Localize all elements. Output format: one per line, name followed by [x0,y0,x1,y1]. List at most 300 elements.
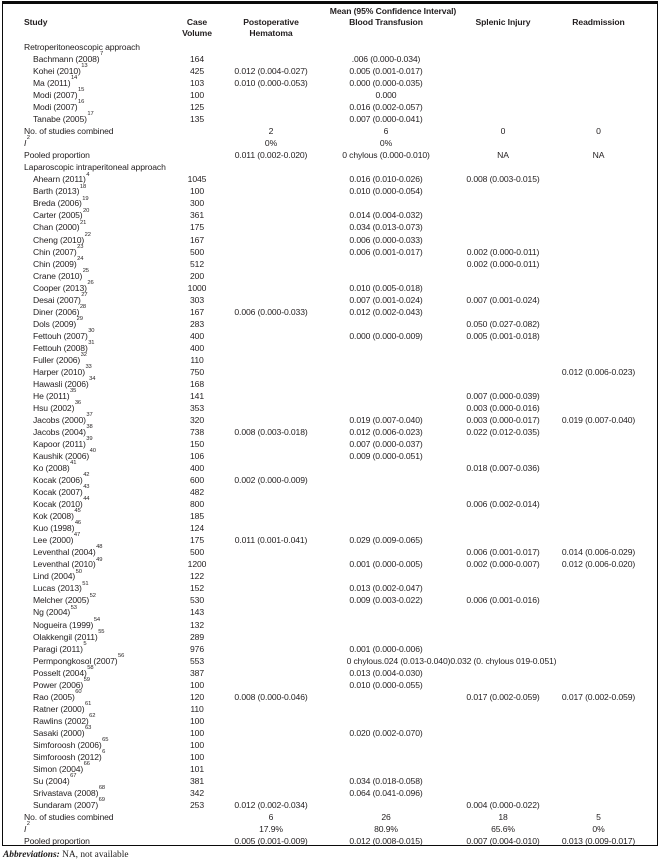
summary-row [3,125,657,137]
row-label: Pooled proportion [24,150,90,161]
readmission-cell: 0.012 (0.006-0.020) [561,559,636,570]
postoperative-hematoma-cell: 0.002 (0.000-0.009) [234,475,308,486]
study-name: Barth $(2013)^{18}$ [33,183,87,197]
reference-superscript: 67 [70,773,77,780]
reference-superscript: 45 [74,508,81,515]
study-cell [3,65,158,77]
reference-superscript: 2 [26,821,30,828]
case-volume-cell: 320 [190,414,204,425]
reference-superscript: 48 [96,544,103,551]
table-row [3,582,657,594]
study-name: Kok $(2008)^{45}$ [33,508,81,522]
reference-superscript: 62 [89,712,96,719]
table-row [3,462,657,474]
reference-superscript: 25 [82,267,89,274]
case-volume-cell: 482 [190,487,204,498]
reference-superscript: 28 [79,303,87,310]
case-volume-cell: 122 [190,571,204,582]
column-header-postoperative-hematoma [236,17,306,38]
study-cell [3,113,158,125]
column-header-case-volume-line1: Case [186,17,208,27]
reference-superscript: 40 [89,448,96,455]
column-header-splenic-injury [466,17,540,38]
splenic-injury-cell: 65.6% [491,824,515,835]
study-cell [3,486,158,498]
case-volume-cell: 168 [190,378,204,389]
table-row [3,267,657,282]
blood-transfusion-cell: 0.013 (0.002-0.047) [349,583,423,594]
study-name: Jacobs $(2000)^{37}$ [33,412,93,425]
reference-superscript: 66 [83,761,90,768]
reference-superscript: 65 [102,736,109,743]
reference-superscript: 7 [100,51,104,58]
study-cell [3,823,158,835]
table-row [3,751,657,763]
row-label: No. of studies combined [24,812,114,823]
splenic-injury-cell: 0.003 (0.000-0.017) [466,414,540,425]
reference-superscript: 14 [70,75,78,82]
table-row [3,315,657,330]
reference-superscript: 69 [98,797,105,804]
study-name: Hsu $(2002)^{36}$ [33,400,82,413]
reference-superscript: 46 [74,520,82,527]
row-label: $I^2$ [24,135,30,149]
case-volume-cell: 553 [190,655,204,666]
reference-superscript: 23 [77,243,84,250]
study-name: Simforoosh $(2006)^{65}$ [33,736,109,750]
summary-row [3,823,657,835]
blood-transfusion-cell: 0.034 (0.018-0.058) [349,775,423,786]
table-row [3,628,657,643]
splenic-injury-cell: 0.004 (0.000-0.022) [466,799,540,810]
blood-transfusion-cell: 0.010 (0.005-0.018) [349,282,423,293]
table-row [3,606,657,618]
case-volume-cell: 738 [190,427,204,438]
blood-transfusion-cell: 0.019 (0.007-0.040) [349,414,423,425]
table-row [3,712,657,727]
study-name: Rawlins $(2002)^{62}$ [33,712,96,726]
study-cell [3,546,158,558]
study-name: Ratner $(2000)^{61}$ [33,700,92,714]
table-row [3,327,657,342]
case-volume-cell: 100 [190,739,204,750]
study-name: Permpongkosol $(2007)^{56}$ [33,652,125,666]
readmission-cell: 5 [596,812,601,823]
splenic-injury-cell: NA [497,150,509,161]
case-volume-cell: 141 [190,390,204,401]
case-volume-cell: 100 [190,186,204,197]
reference-superscript: 21 [79,219,87,226]
case-volume-cell: 500 [190,246,204,257]
postoperative-hematoma-cell: 0.012 (0.004-0.027) [234,66,308,77]
splenic-injury-cell: 0.050 (0.027-0.082) [466,318,540,329]
column-header-study-label: Study [24,17,48,27]
study-name: Posselt $(2004)^{58}$ [33,664,94,678]
reference-superscript: 15 [78,87,85,94]
study-name: Simon $(2004)^{66}$ [33,761,90,774]
table-row [3,65,657,77]
study-name: Srivastava $(2008)^{68}$ [33,785,106,798]
case-volume-cell: 120 [190,691,204,702]
reference-superscript: 41 [70,460,77,467]
splenic-injury-cell: 0.003 (0.000-0.016) [466,402,540,413]
table-row [3,303,657,318]
study-name: Dols $(2009)^{29}$ [33,315,83,329]
postoperative-hematoma-cell: 0.011 (0.002-0.020) [234,150,308,161]
table-row [3,209,657,221]
splenic-injury-cell: 0.017 (0.002-0.059) [466,691,540,702]
reference-superscript: 60 [75,688,82,695]
blood-transfusion-cell: 0.006 (0.000-0.033) [349,234,423,245]
case-volume-cell: 100 [190,715,204,726]
study-cell [3,775,158,787]
postoperative-hematoma-cell: 0.011 (0.001-0.041) [234,535,308,546]
study-cell [3,570,158,582]
case-volume-cell: 103 [190,78,204,89]
reference-superscript: 22 [84,231,91,238]
study-name: Diner $(2006)^{28}$ [33,303,87,317]
blood-transfusion-cell: 0.000 (0.000-0.009) [349,330,423,341]
reference-superscript: 19 [82,195,89,202]
study-name: Fettouh $(2007)^{30}$ [33,327,95,341]
study-cell [3,616,158,631]
column-header-splenic-injury-label: Splenic Injury [475,17,531,27]
case-volume-cell: 135 [190,114,204,125]
blood-transfusion-cell: 80.9% [374,824,398,835]
case-volume-cell: 100 [190,679,204,690]
case-volume-cell: 1000 [187,282,207,293]
table-row [3,652,657,667]
reference-superscript: 38 [86,424,93,431]
table-row [3,570,657,582]
study-cell [3,787,158,799]
blood-transfusion-cell: 0.012 (0.002-0.043) [349,306,423,317]
case-volume-cell: 289 [190,631,204,642]
study-name: Chan $(2000)^{21}$ [33,219,87,233]
study-cell [3,197,158,209]
summary-row [3,835,657,847]
case-volume-cell: 353 [190,402,204,413]
postoperative-hematoma-cell: 17.9% [259,824,283,835]
reference-superscript: 32 [80,351,87,358]
table-row [3,594,657,606]
row-label: Retroperitoneoscopic approach [24,42,140,53]
blood-transfusion-cell: 0.029 (0.009-0.065) [349,535,423,546]
splenic-injury-cell: 0.002 (0.000-0.007) [466,559,540,570]
footnote-abbreviations-label: Abbreviations: [3,850,60,860]
study-name: Olakkengil $(2011)^{55}$ [33,628,105,642]
table-row [3,450,657,462]
reference-superscript: 50 [75,568,82,575]
study-name: Crane $(2010)^{25}$ [33,267,89,281]
splenic-injury-cell: 0.022 (0.012-0.035) [466,427,540,438]
column-header-case-volume [158,17,236,38]
reference-superscript: 26 [87,279,94,286]
reference-superscript: 55 [98,628,105,635]
case-volume-cell: 500 [190,547,204,558]
readmission-cell: NA [592,150,605,161]
spanner-header: Mean (95% Confidence Interval) [329,5,457,16]
study-name: Nogueira $(1999)^{54}$ [33,616,101,630]
reference-superscript: 27 [81,291,88,298]
study-name: Kocak $(2007)^{43}$ [33,484,90,498]
blood-transfusion-cell: 0.009 (0.000-0.051) [349,451,423,462]
study-name: Ng $(2004)^{53}$ [33,604,77,618]
table-row [3,402,657,414]
reference-superscript: 47 [73,532,81,539]
study-name: Sasaki $(2000)^{63}$ [33,724,92,738]
table-row [3,664,657,679]
blood-transfusion-cell: 6 [383,126,389,137]
case-volume-cell: 106 [190,451,204,462]
study-cell [3,366,158,378]
reference-superscript: 39 [86,436,93,443]
blood-transfusion-cell: 0.014 (0.004-0.032) [349,210,423,221]
study-outcomes-table [2,1,658,846]
case-volume-cell: 283 [190,318,204,329]
splenic-injury-cell: 0 [500,126,506,137]
splenic-injury-cell: 0.018 (0.007-0.036) [466,463,540,474]
case-volume-cell: 124 [190,523,204,534]
postoperative-hematoma-cell: 0.012 (0.002-0.034) [234,799,308,810]
table-row [3,390,657,402]
column-header-row [3,17,657,38]
table-row [3,197,657,209]
blood-transfusion-cell: 0.009 (0.003-0.022) [349,595,423,606]
blood-transfusion-cell: 0.064 (0.041-0.096) [349,787,423,798]
reference-superscript: 34 [89,376,96,383]
study-name: Kuo $(1998)^{46}$ [33,520,82,534]
case-volume-cell: 152 [190,583,204,594]
table-row [3,366,657,378]
study-name: Kaushik $(2006)^{40}$ [33,448,96,462]
blood-transfusion-cell: 0% [379,138,393,149]
blood-transfusion-cell: 0.007 (0.001-0.024) [349,294,423,305]
blood-transfusion-cell: .006 (0.000-0.034) [351,54,421,65]
study-name: Power $(2006)^{59}$ [33,676,90,690]
reference-superscript: 37 [86,412,93,419]
spanning-value-cell: 0 chylous.024 (0.013-0.040)0.032 (0. chylous 019-0.051) [346,655,557,666]
study-name: Kapoor $(2011)^{39}$ [33,436,93,450]
reference-superscript: 31 [88,339,95,346]
case-volume-cell: 132 [190,619,204,630]
case-volume-cell: 361 [190,210,204,221]
case-volume-cell: 976 [190,643,204,654]
case-volume-cell: 381 [190,775,204,786]
reference-superscript: 20 [83,207,90,214]
reference-superscript: 68 [98,785,106,792]
table-row [3,231,657,246]
table-row [3,291,657,306]
row-label: Pooled proportion [24,836,90,847]
splenic-injury-cell: 0.008 (0.003-0.015) [466,174,540,185]
readmission-cell: 0 [596,126,601,137]
case-volume-cell: 425 [190,66,204,77]
study-cell [3,628,158,643]
study-cell [3,522,158,534]
table-body [3,41,657,847]
reference-superscript: 56 [118,652,125,659]
postoperative-hematoma-cell: 2 [268,126,274,137]
summary-row [3,149,657,161]
reference-superscript: 53 [70,604,77,611]
reference-superscript: 33 [85,364,92,370]
summary-row [3,811,657,823]
study-name: Modi $(2007)^{15}$ [33,87,85,101]
case-volume-cell: 100 [190,727,204,738]
case-volume-cell: 167 [190,234,204,245]
reference-superscript: 52 [89,592,96,599]
study-name: Melcher $(2005)^{52}$ [33,592,96,606]
study-name: Ma $(2011)^{14}$ [33,75,78,89]
case-volume-cell: 387 [190,667,204,678]
table-row [3,279,657,294]
case-volume-cell: 342 [190,787,204,798]
reference-superscript: 30 [88,327,95,334]
column-header-postoperative-hematoma-line1: Postoperative [243,17,299,27]
study-cell [3,712,158,727]
reference-superscript: 54 [93,616,101,623]
table-row [3,339,657,354]
table-row [3,414,657,426]
summary-row [3,137,657,149]
row-label: $I^2$ [24,821,30,835]
reference-superscript: 4 [86,171,90,178]
study-name: Jacobs $(2004)^{38}$ [33,424,93,438]
study-name: Chin $(2007)^{23}$ [33,243,84,257]
study-cell [3,402,158,414]
table-row [3,763,657,775]
column-header-study [3,17,158,38]
study-name: Lee $(2000)^{47}$ [33,532,81,546]
study-cell [3,327,158,342]
study-cell [3,450,158,462]
study-cell [3,606,158,618]
table-row [3,77,657,89]
study-cell [3,185,158,197]
study-cell [3,462,158,474]
case-volume-cell: 600 [190,475,204,486]
study-name: Ahearn $(2011)^4$ [33,171,90,185]
splenic-injury-cell: 0.002 (0.000-0.011) [466,258,540,269]
table-row [3,255,657,270]
table-row [3,486,657,498]
case-volume-cell: 175 [190,535,204,546]
study-name: Lind $(2004)^{50}$ [33,568,82,582]
reference-superscript: 43 [83,484,90,491]
case-volume-cell: 185 [190,511,204,522]
table-row [3,498,657,510]
table-row [3,221,657,233]
postoperative-hematoma-cell: 0.005 (0.001-0.009) [234,836,308,847]
case-volume-cell: 175 [190,222,204,233]
row-label: No. of studies combined [24,126,114,137]
case-volume-cell: 303 [190,294,204,305]
table-row [3,558,657,570]
readmission-cell: 0.012 (0.006-0.023) [561,366,636,377]
reference-superscript: 2 [26,135,30,142]
blood-transfusion-cell: 0.020 (0.002-0.070) [349,727,423,738]
blood-transfusion-cell: 0.001 (0.000-0.005) [349,559,423,570]
study-name: Hawasli $(2006)^{34}$ [33,376,96,389]
study-name: Sundaram $(2007)^{69}$ [33,797,105,810]
case-volume-cell: 300 [190,198,204,209]
postoperative-hematoma-cell: 6 [268,812,274,823]
blood-transfusion-cell: 0.000 [375,90,397,101]
case-volume-cell: 530 [190,595,204,606]
table-row [3,799,657,811]
study-name: Harper $(2010)^{33}$ [33,364,92,377]
study-cell [3,255,158,270]
study-cell [3,640,158,655]
blood-transfusion-cell: 0.034 (0.013-0.073) [349,222,423,233]
study-cell [3,137,158,149]
blood-transfusion-cell: 0.001 (0.000-0.006) [349,643,423,654]
reference-superscript: 6 [102,749,106,755]
splenic-injury-cell: 0.007 (0.000-0.039) [466,390,540,401]
study-name: Paragi $(2011)^5$ [33,640,87,654]
study-cell [3,267,158,282]
study-name: Leventhal $(2004)^{48}$ [33,544,103,558]
case-volume-cell: 200 [190,270,204,281]
reference-superscript: 5 [83,640,87,647]
case-volume-cell: 800 [190,499,204,510]
study-name: Kocak $(2010)^{44}$ [33,496,90,510]
postoperative-hematoma-cell: 0.010 (0.000-0.053) [234,78,308,89]
reference-superscript: 29 [76,315,83,322]
blood-transfusion-cell: 0 chylous (0.000-0.010) [342,150,430,161]
postoperative-hematoma-cell: 0.008 (0.003-0.018) [234,427,308,438]
splenic-injury-cell: 0.005 (0.001-0.018) [466,330,540,341]
blood-transfusion-cell: 0.007 (0.000-0.037) [349,439,423,450]
study-cell [3,751,158,763]
reference-superscript: 18 [79,183,87,190]
study-cell [3,474,158,486]
reference-superscript: 59 [83,676,90,683]
section-row [3,161,657,173]
study-name: Simforoosh $(2012)^6$ [33,749,106,762]
postoperative-hematoma-cell: 0.006 (0.000-0.033) [234,306,308,317]
table-row [3,53,657,65]
column-header-postoperative-hematoma-line2: Hematoma [249,27,293,38]
case-volume-cell: 110 [190,703,204,714]
study-name: Fettouh $(2008)^{31}$ [33,339,95,353]
reference-superscript: 36 [74,400,82,407]
table-row [3,89,657,101]
case-volume-cell: 164 [190,54,204,65]
study-name: Ko $(2008)^{41}$ [33,460,77,474]
study-cell [3,652,158,667]
blood-transfusion-cell: 0.016 (0.002-0.057) [349,102,423,113]
table-row [3,510,657,522]
case-volume-cell: 512 [190,258,204,269]
case-volume-cell: 100 [190,751,204,762]
table-row [3,243,657,258]
study-name: Desai $(2007)^{27}$ [33,291,88,305]
blood-transfusion-cell: 0.012 (0.006-0.023) [349,427,423,438]
postoperative-hematoma-cell: 0.008 (0.000-0.046) [234,691,308,702]
splenic-injury-cell: 0.007 (0.001-0.024) [466,294,540,305]
reference-superscript: 16 [78,99,85,106]
table-row [3,101,657,113]
study-name: Rao $(2005)^{60}$ [33,688,82,702]
blood-transfusion-cell: 0.013 (0.004-0.030) [349,667,423,678]
case-volume-cell: 150 [190,439,204,450]
readmission-cell: 0% [592,824,605,835]
case-volume-cell: 110 [190,354,204,365]
splenic-injury-cell: 18 [498,812,508,823]
study-cell [3,700,158,715]
